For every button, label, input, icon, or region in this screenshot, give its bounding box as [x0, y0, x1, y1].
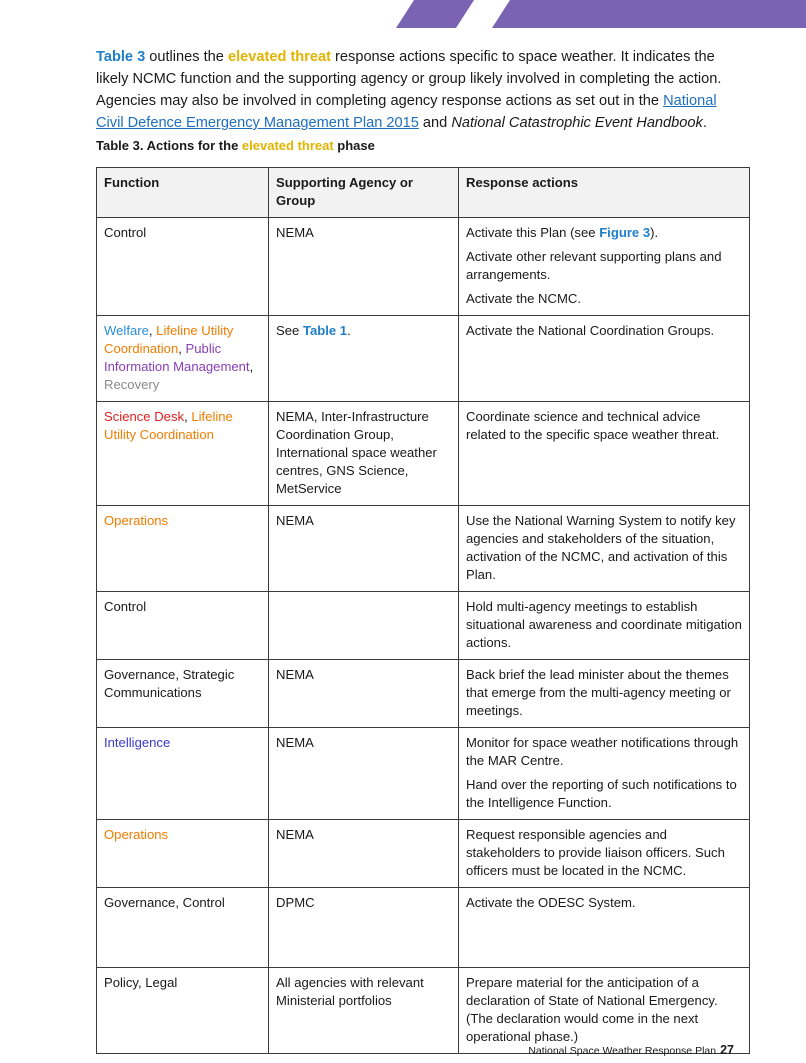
- agency-text: NEMA: [276, 513, 314, 528]
- action-item: [466, 598, 742, 652]
- action-text: Activate the ODESC System.: [466, 895, 636, 910]
- function-label: Lifeline Utility Coordination: [104, 409, 233, 442]
- agency-text: NEMA: [276, 735, 314, 750]
- intro-text: response actions specific to space weather. It indicates the likely NCMC function and the supporting agency or group likely involved in completing the action. Agencies may also be involved in completing agency response actions as set out in the: [96, 49, 722, 109]
- function-label: Lifeline Utility Coordination: [104, 323, 234, 356]
- action-text: Request responsible agencies and stakeholders to provide liaison officers. Such officers must be located in the NCMC.: [466, 827, 725, 878]
- function-cell: [97, 968, 269, 1054]
- table-row: [97, 660, 750, 728]
- action-text: Back brief the lead minister about the themes that emerge from the multi-agency meeting or meetings.: [466, 667, 731, 718]
- banner-stripe-right: [492, 0, 806, 28]
- agency-cell: [269, 888, 459, 968]
- cross-reference-link[interactable]: Table 1: [302, 323, 348, 338]
- function-label: Operations: [104, 827, 169, 842]
- table-row: [97, 316, 750, 402]
- table-row: [97, 218, 750, 316]
- actions-cell: [459, 592, 750, 660]
- action-item: [466, 224, 742, 242]
- agency-cell: [269, 592, 459, 660]
- actions-cell: [459, 728, 750, 820]
- actions-cell: [459, 506, 750, 592]
- agency-cell: [269, 506, 459, 592]
- function-cell: [97, 316, 269, 402]
- function-label: Control: [104, 599, 147, 614]
- agency-text: DPMC: [276, 895, 315, 910]
- function-label: Governance, Strategic Communications: [104, 667, 235, 700]
- table-row: [97, 820, 750, 888]
- agency-text: .: [347, 323, 351, 338]
- actions-cell: [459, 968, 750, 1054]
- table-row: [97, 402, 750, 506]
- action-item: [466, 512, 742, 584]
- table-row: [97, 968, 750, 1054]
- table-caption: [96, 138, 375, 153]
- caption-prefix: Table 3. Actions for the: [96, 138, 242, 153]
- function-label: Intelligence: [104, 735, 171, 750]
- intro-text: outlines the: [145, 49, 228, 65]
- function-label: Governance, Control: [104, 895, 225, 910]
- function-label: Welfare: [104, 323, 149, 338]
- function-cell: [97, 506, 269, 592]
- function-label: Recovery: [104, 377, 160, 392]
- action-text: Hand over the reporting of such notifications to the Intelligence Function.: [466, 777, 737, 810]
- function-cell: [97, 820, 269, 888]
- actions-table: [96, 167, 750, 1054]
- action-text: Hold multi-agency meetings to establish situational awareness and coordinate mitigation actions.: [466, 599, 742, 650]
- action-item: [466, 734, 742, 770]
- function-label: ,: [184, 409, 192, 424]
- intro-text: .: [702, 115, 707, 131]
- action-item: [466, 894, 742, 912]
- table-3-reference[interactable]: Table 3: [96, 49, 146, 65]
- function-cell: [97, 660, 269, 728]
- intro-paragraph: [96, 46, 736, 134]
- actions-cell: [459, 402, 750, 506]
- action-item: [466, 248, 742, 284]
- agency-text: All agencies with relevant Ministerial portfolios: [276, 975, 424, 1008]
- footer-title: National Space Weather Response Plan: [528, 1045, 717, 1057]
- action-text: Prepare material for the anticipation of a declaration of State of National Emergency. (The declaration would come in the next operational phase.): [466, 975, 718, 1044]
- handbook-title: National Catastrophic Event Handbook: [451, 115, 703, 131]
- agency-text: NEMA: [276, 827, 314, 842]
- agency-cell: [269, 316, 459, 402]
- action-item: [466, 974, 742, 1046]
- table-row: [97, 592, 750, 660]
- action-text: Activate other relevant supporting plans and arrangements.: [466, 249, 722, 282]
- action-text: Activate this Plan (see: [466, 225, 600, 240]
- action-item: [466, 666, 742, 720]
- agency-cell: [269, 820, 459, 888]
- function-label: Science Desk: [104, 409, 185, 424]
- action-item: [466, 322, 742, 340]
- table-header-row: [97, 168, 750, 218]
- function-label: ,: [249, 359, 254, 374]
- agency-text: NEMA, Inter-Infrastructure Coordination Group, International space weather centres, GNS Science, MetService: [276, 409, 437, 496]
- agency-cell: [269, 218, 459, 316]
- banner-stripe-left: [396, 0, 474, 28]
- action-item: [466, 826, 742, 880]
- elevated-threat-highlight: elevated threat: [227, 49, 331, 65]
- agency-text: NEMA: [276, 225, 314, 240]
- function-cell: [97, 592, 269, 660]
- intro-text: and: [418, 115, 452, 131]
- actions-cell: [459, 316, 750, 402]
- actions-cell: [459, 218, 750, 316]
- table-row: [97, 888, 750, 968]
- function-cell: [97, 218, 269, 316]
- actions-cell: [459, 820, 750, 888]
- action-item: [466, 290, 742, 308]
- agency-cell: [269, 402, 459, 506]
- agency-text: See: [276, 323, 303, 338]
- function-label: Control: [104, 225, 147, 240]
- cross-reference-link[interactable]: Figure 3: [599, 225, 651, 240]
- action-text: ).: [650, 225, 659, 240]
- function-cell: [97, 888, 269, 968]
- action-text: Use the National Warning System to notify key agencies and stakeholders of the situation, activation of the NCMC, and activation of this Plan.: [466, 513, 736, 582]
- action-text: Activate the NCMC.: [466, 291, 581, 306]
- table-body: [97, 218, 750, 1054]
- function-cell: [97, 402, 269, 506]
- function-label: Operations: [104, 513, 169, 528]
- caption-suffix: phase: [333, 138, 375, 153]
- action-item: [466, 408, 742, 444]
- page-number: 27: [720, 1043, 734, 1057]
- action-item: [466, 776, 742, 812]
- action-text: Coordinate science and technical advice related to the specific space weather threat.: [466, 409, 720, 442]
- agency-cell: [269, 968, 459, 1054]
- ncdem-plan-link[interactable]: National Civil Defence Emergency Management Plan 2015: [96, 93, 717, 131]
- header-actions: Response actions: [459, 168, 750, 218]
- function-label: Public Information Management: [104, 341, 250, 374]
- action-text: Activate the National Coordination Groups.: [466, 323, 715, 338]
- header-banner: [0, 0, 806, 28]
- header-agency: Supporting Agency or Group: [269, 168, 459, 218]
- agency-text: NEMA: [276, 667, 314, 682]
- table-row: [97, 506, 750, 592]
- action-text: Monitor for space weather notifications through the MAR Centre.: [466, 735, 739, 768]
- function-label: ,: [148, 323, 157, 338]
- function-cell: [97, 728, 269, 820]
- actions-cell: [459, 888, 750, 968]
- actions-cell: [459, 660, 750, 728]
- function-label: Policy, Legal: [104, 975, 178, 990]
- function-label: ,: [178, 341, 186, 356]
- table-row: [97, 728, 750, 820]
- agency-cell: [269, 660, 459, 728]
- page-footer: [528, 1043, 734, 1057]
- caption-highlight: elevated threat: [241, 138, 334, 153]
- agency-cell: [269, 728, 459, 820]
- header-function: Function: [97, 168, 269, 218]
